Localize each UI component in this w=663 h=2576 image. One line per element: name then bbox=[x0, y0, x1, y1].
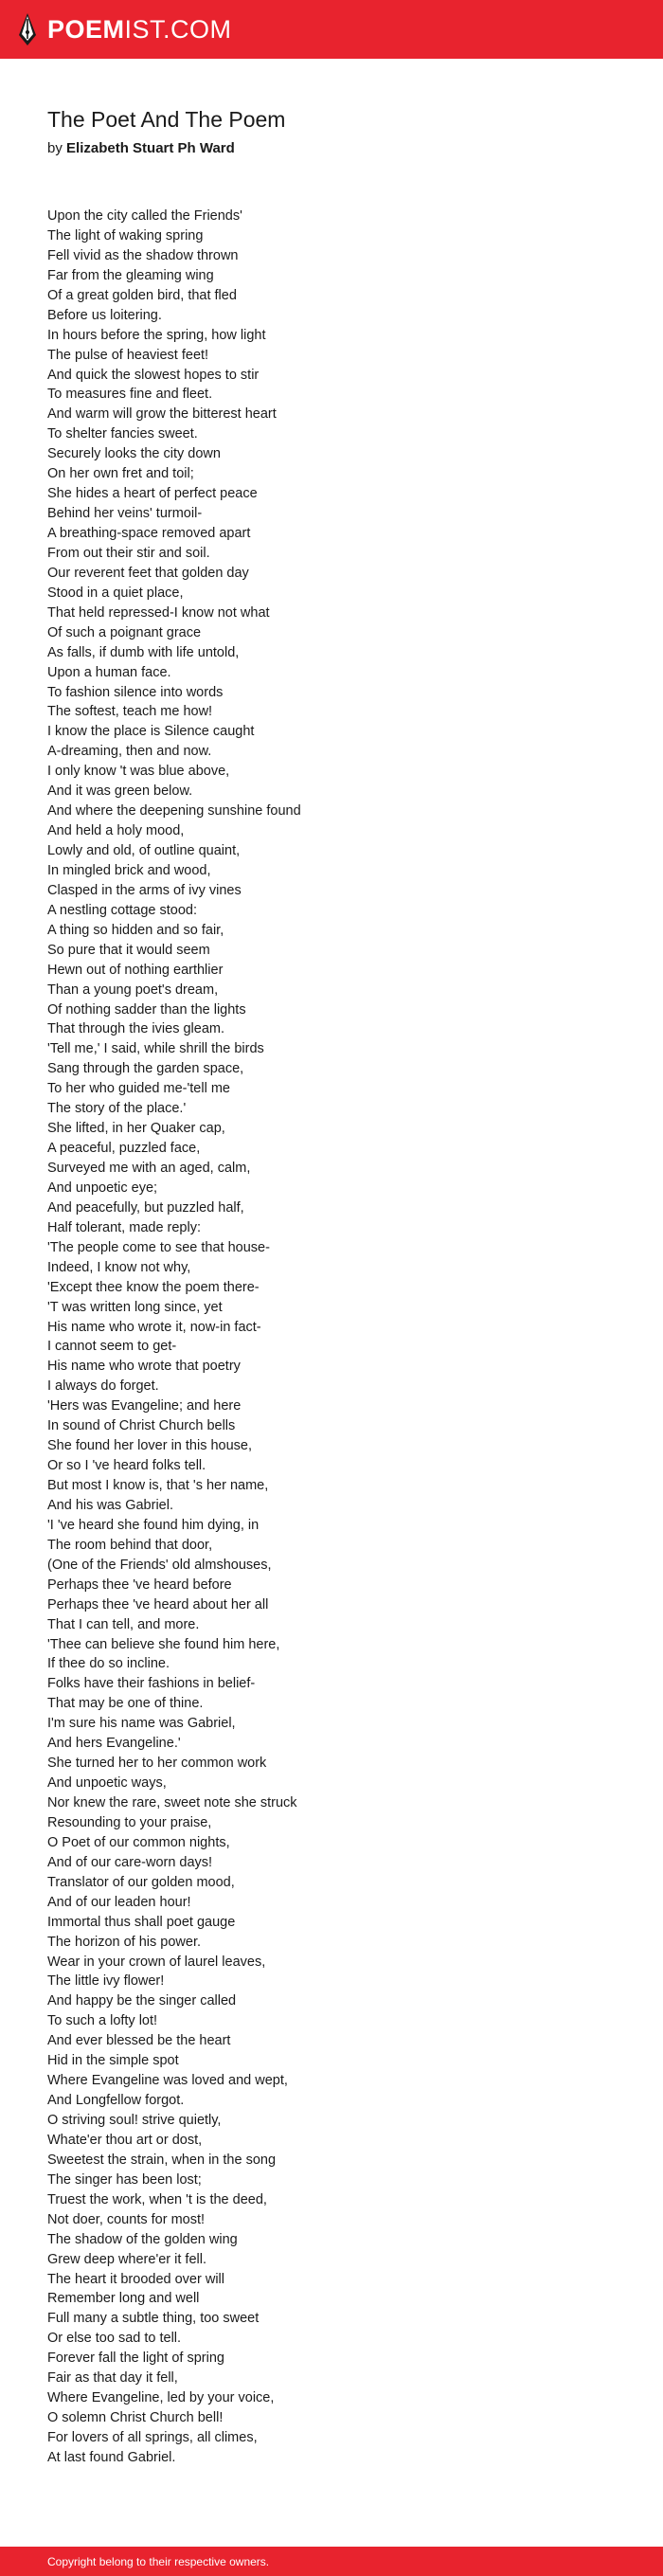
author-link[interactable]: Elizabeth Stuart Ph Ward bbox=[66, 140, 235, 156]
poem-line: And of our care-worn days! bbox=[47, 1854, 213, 1870]
poem-line: To such a lofty lot! bbox=[47, 2013, 158, 2029]
poem-line: Hid in the simple spot bbox=[47, 2053, 179, 2069]
poem-line: And peacefully, but puzzled half, bbox=[47, 1199, 244, 1216]
poem-line: Upon the city called the Friends' bbox=[47, 208, 242, 224]
poem-line: O striving soul! strive quietly, bbox=[47, 2113, 222, 2128]
poem-line: In sound of Christ Church bells bbox=[47, 1418, 236, 1434]
poem-line: In mingled brick and wood, bbox=[47, 862, 211, 878]
poem-line: She lifted, in her Quaker cap, bbox=[47, 1121, 225, 1137]
poem-line: Of such a poignant grace bbox=[47, 624, 202, 640]
poem-line: And ever blessed be the heart bbox=[47, 2033, 231, 2049]
poem-line: Clasped in the arms of ivy vines bbox=[47, 882, 242, 898]
poem-line: And happy be the singer called bbox=[47, 1993, 237, 2009]
poem-line: That through the ivies gleam. bbox=[47, 1021, 224, 1037]
poem-line: (One of the Friends' old almshouses, bbox=[47, 1557, 272, 1573]
poem-line: 'Tell me,' I said, while shrill the birds bbox=[47, 1041, 264, 1057]
poem-line: His name who wrote that poetry bbox=[47, 1359, 241, 1375]
poem-line: Translator of our golden mood, bbox=[47, 1874, 235, 1890]
poem-line: A peaceful, puzzled face, bbox=[47, 1141, 201, 1157]
poem-body bbox=[47, 207, 616, 2468]
poem-line: That held repressed-I know not what bbox=[47, 604, 270, 621]
poem-line: Lowly and old, of outline quaint, bbox=[47, 843, 241, 858]
poem-line: Fair as that day it fell, bbox=[47, 2370, 178, 2387]
poem-line: The singer has been lost; bbox=[47, 2171, 202, 2188]
poem-line: On her own fret and toil; bbox=[47, 466, 194, 482]
poem-line: That may be one of thine. bbox=[47, 1696, 204, 1712]
poem-line: A-dreaming, then and now. bbox=[47, 744, 212, 760]
poem-line: The light of waking spring bbox=[47, 227, 204, 243]
poem-line: 'I 've heard she found him dying, in bbox=[47, 1517, 260, 1533]
poem-line: Sweetest the strain, when in the song bbox=[47, 2152, 277, 2168]
poem-line: And Longfellow forgot. bbox=[47, 2093, 185, 2109]
poem-line: Stood in a quiet place, bbox=[47, 585, 184, 601]
poem-line: Before us loitering. bbox=[47, 307, 162, 323]
poem-line: And quick the slowest hopes to stir bbox=[47, 367, 260, 383]
poem-line: Our reverent feet that golden day bbox=[47, 565, 249, 581]
poem-line: A breathing-space removed apart bbox=[47, 526, 251, 541]
poem-line: Perhaps thee 've heard about her all bbox=[47, 1596, 269, 1612]
poem-line: Hewn out of nothing earthlier bbox=[47, 962, 224, 978]
poem-line: To shelter fancies sweet. bbox=[47, 426, 198, 442]
poem-line: From out their stir and soil. bbox=[47, 545, 210, 561]
poem-line: And his was Gabriel. bbox=[47, 1497, 173, 1513]
poem-line: Securely looks the city down bbox=[47, 446, 221, 462]
poem-line: Surveyed me with an aged, calm, bbox=[47, 1161, 251, 1176]
poem-line: Far from the gleaming wing bbox=[47, 267, 214, 283]
poem-line: At last found Gabriel. bbox=[47, 2449, 176, 2465]
poem-line: The softest, teach me how! bbox=[47, 704, 213, 720]
poem-line: So pure that it would seem bbox=[47, 942, 210, 958]
poem-line: 'T was written long since, yet bbox=[47, 1299, 223, 1315]
poem-line: The pulse of heaviest feet! bbox=[47, 347, 209, 363]
poem-line: Of nothing sadder than the lights bbox=[47, 1001, 246, 1018]
poem-line: Folks have their fashions in belief- bbox=[47, 1676, 256, 1692]
poem-line: O solemn Christ Church bell! bbox=[47, 2410, 224, 2426]
poem-line: 'Hers was Evangeline; and here bbox=[47, 1398, 242, 1414]
poem-line: To fashion silence into words bbox=[47, 684, 224, 700]
poem-line: Where Evangeline, led by your voice, bbox=[47, 2390, 275, 2406]
poem-line: For lovers of all springs, all climes, bbox=[47, 2430, 258, 2445]
poem-line: Resounding to your praise, bbox=[47, 1814, 212, 1830]
poem-line: Or so I 've heard folks tell. bbox=[47, 1458, 206, 1474]
poem-line: To her who guided me-'tell me bbox=[47, 1081, 230, 1097]
poem-line: She turned her to her common work bbox=[47, 1756, 267, 1772]
poem-line: Forever fall the light of spring bbox=[47, 2351, 224, 2367]
poem-line: As falls, if dumb with life untold, bbox=[47, 644, 240, 660]
poem-line: His name who wrote it, now-in fact- bbox=[47, 1319, 261, 1335]
poem-line: A thing so hidden and so fair, bbox=[47, 922, 224, 938]
poem-line: Sang through the garden space, bbox=[47, 1061, 244, 1077]
poem-line: And unpoetic ways, bbox=[47, 1775, 167, 1792]
poem-line: Of a great golden bird, that fled bbox=[47, 287, 237, 303]
poem-line: In hours before the spring, how light bbox=[47, 327, 266, 343]
poem-line: Nor knew the rare, sweet note she struck bbox=[47, 1795, 297, 1810]
poem-line: And hers Evangeline.' bbox=[47, 1736, 181, 1752]
poem-line: The horizon of his power. bbox=[47, 1934, 202, 1950]
poem-line: Than a young poet's dream, bbox=[47, 982, 219, 998]
poem-line: A nestling cottage stood: bbox=[47, 902, 197, 918]
poem-line: Grew deep where'er it fell. bbox=[47, 2251, 206, 2267]
poem-line: Whate'er thou art or dost, bbox=[47, 2132, 203, 2148]
poem-line: If thee do so incline. bbox=[47, 1656, 170, 1672]
byline-label: by bbox=[47, 140, 63, 156]
poem-line: The room behind that door, bbox=[47, 1537, 213, 1553]
poem-line: Perhaps thee 've heard before bbox=[47, 1576, 232, 1593]
poem-line: Wear in your crown of laurel leaves, bbox=[47, 1954, 266, 1970]
poem-line: And where the deepening sunshine found bbox=[47, 803, 301, 820]
poem-line: And warm will grow the bitterest heart bbox=[47, 406, 277, 423]
poem-line: Fell vivid as the shadow thrown bbox=[47, 247, 239, 263]
poem-line: And it was green below. bbox=[47, 784, 193, 800]
copyright-text: Copyright belong to their respective owners. bbox=[47, 2554, 270, 2568]
poem-line: And held a holy mood, bbox=[47, 823, 185, 839]
poem-line: Half tolerant, made reply: bbox=[47, 1219, 201, 1235]
pen-nib-icon bbox=[17, 12, 38, 46]
poem-line: Or else too sad to tell. bbox=[47, 2331, 182, 2347]
poem-line: 'The people come to see that house- bbox=[47, 1239, 270, 1255]
site-logo-text: POEMIST.COM bbox=[47, 14, 232, 44]
poem-line: Behind her veins' turmoil- bbox=[47, 506, 203, 522]
poem-line: I'm sure his name was Gabriel, bbox=[47, 1716, 236, 1732]
poem-line: The shadow of the golden wing bbox=[47, 2231, 238, 2247]
poem-line: Indeed, I know not why, bbox=[47, 1259, 191, 1275]
poem-line: Where Evangeline was loved and wept, bbox=[47, 2073, 288, 2089]
poem-line: She hides a heart of perfect peace bbox=[47, 486, 258, 502]
poem-line: I only know 't was blue above, bbox=[47, 764, 230, 780]
poem-line: To measures fine and fleet. bbox=[47, 387, 213, 403]
poem-line: The story of the place.' bbox=[47, 1101, 187, 1117]
poem-line: Truest the work, when 't is the deed, bbox=[47, 2191, 267, 2207]
poem-line: I cannot seem to get- bbox=[47, 1339, 177, 1355]
poem-line: 'Except thee know the poem there- bbox=[47, 1279, 260, 1295]
poem-line: The heart it brooded over will bbox=[47, 2271, 224, 2287]
poem-line: 'Thee can believe she found him here, bbox=[47, 1636, 280, 1652]
poem-line: And of our leaden hour! bbox=[47, 1894, 191, 1910]
poem-line: The little ivy flower! bbox=[47, 1973, 165, 1990]
poem-line: Not doer, counts for most! bbox=[47, 2211, 206, 2227]
poem-byline bbox=[47, 140, 235, 156]
poem-line: That I can tell, and more. bbox=[47, 1616, 200, 1632]
poem-title: The Poet And The Poem bbox=[47, 107, 286, 132]
poem-line: But most I know is, that 's her name, bbox=[47, 1478, 269, 1493]
poem-line: And unpoetic eye; bbox=[47, 1180, 158, 1196]
poem-line: I always do forget. bbox=[47, 1378, 159, 1395]
poem-line: Immortal thus shall poet gauge bbox=[47, 1914, 236, 1930]
poem-line: O Poet of our common nights, bbox=[47, 1834, 230, 1850]
site-logo[interactable] bbox=[17, 12, 232, 46]
poem-line: I know the place is Silence caught bbox=[47, 724, 255, 740]
poem-line: Full many a subtle thing, too sweet bbox=[47, 2311, 260, 2327]
poem-line: Remember long and well bbox=[47, 2291, 200, 2307]
poem-line: She found her lover in this house, bbox=[47, 1438, 253, 1454]
site-header bbox=[0, 0, 663, 59]
site-footer bbox=[0, 2547, 663, 2576]
poem-line: Upon a human face. bbox=[47, 664, 171, 680]
